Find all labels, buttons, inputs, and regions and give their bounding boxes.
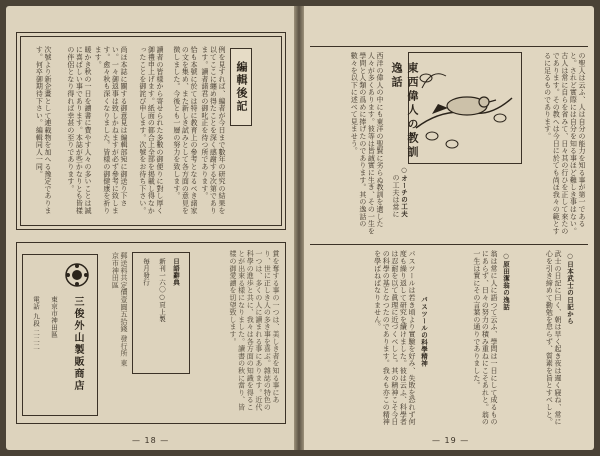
upper-text-left: 西洋の偉人の中にも東洋の聖賢に劣らぬ教訓を遺した人々が多くあります。彼等は皆誠實に生き、その一生を學問と人類の爲めに捧げたのであります。其の逸話の數々を以下に述べて見ませう。 — [350, 52, 384, 235]
editorial-text-col3: 讀者の皆樣から寄せられた多數の御便りに對し厚く御禮申上げます。紙面の都合上全部を掲載し得なかったことを御詫び申します。次號をお待ち下さい。 — [138, 46, 164, 214]
column-title: 編輯後記 — [230, 48, 252, 126]
feature-title: 東西偉人の教訓逸話 — [390, 62, 419, 160]
editorial-text-col1: 例を見すれば、編者が今日まで數年の研究の結果を以てここに纏め得たことを深く感謝する次第であります。讀者諸君の御叱正を待つ所であります。 — [200, 46, 226, 214]
book-gutter — [294, 6, 304, 450]
left-page — [6, 6, 294, 450]
heading-4: パスツールの科學精神 — [420, 296, 428, 367]
middle-rule — [310, 244, 588, 245]
bird-branch-illustration — [412, 58, 516, 158]
ad-shop-address: 東京市神田區 — [50, 296, 58, 338]
heading-1: ○オーチの工夫 — [400, 166, 408, 218]
ad-catalog-note: 毎月發行 — [142, 258, 150, 286]
heading-1-text: の工夫は常に — [392, 174, 400, 218]
editorial-text-col2: 恰も本號に於ては特に教育上の參考となるべき諸家の文を集め、また新しき試みとして各方面の意見を徴しました。今後とも一層の努力を致します。 — [172, 46, 198, 214]
heading-3: ○原田潔翁の逸話 — [502, 252, 510, 311]
right-page — [304, 6, 594, 450]
ad-shop-name: 三俊外山製販商店 — [72, 296, 83, 392]
lower-text-col3: パスツールは若き頃より實驗を好み、失敗を恐れず何度も繰り返して研究を續けました。彼は云ふ、科學者は忍耐を以て眞理に近づくべしと。其の精神こそ今日の科學の基となつたのであります。我々も亦この精神を學ばねばなりません。 — [373, 250, 416, 426]
lower-text-col1: 武士の日記に曰く、朝は早く起き夜は遲く寢ね、常に心を引き締めて勤勉を怠らず、質素を旨とすべしと。 — [545, 250, 562, 426]
right-page-number: — 19 — — [432, 436, 470, 445]
editorial-text-col6: 次號より新企畫として連載物を加へる豫定であります。何卒御期待下さい。編輯同人一同。 — [35, 46, 52, 214]
editorial-text-col5: 暖かき秋の一日を讀書に費やす人々の多いことは誠に喜ばしい事であります。本誌が些かなりとも皆樣の伴侶となり得れば幸甚の至りであります。 — [66, 46, 92, 214]
ad-catalog-subtitle: 新刊一六〇○頁上製 — [158, 258, 166, 323]
left-page-number: — 18 — — [132, 436, 170, 445]
ad-catalog-title: 日語辭典 — [172, 258, 180, 286]
top-rule — [310, 46, 588, 47]
ad-detail-text: 郵送料共定價壹圓五拾錢 發行所 東京市神田區 — [111, 252, 128, 367]
lower-text-col2: 翁は常に人に語つて云ふ、學問は一日にして成るものにあらず、日々の努力の積み重ねにこそあれと。翁の一生は實にその言葉の通りでありました。 — [472, 250, 498, 426]
lower-text-block: 賞を奪する事の一つは、美しき者を知る事にあり、世に正しき人の多き事を喜ぶ。雜誌の特色の一つは、多くの人に讀まれる事にあります。近代科學の進歩と共に、我々は各方面の知識を得ることが出來る樣になりました。讀書の秋に當り、皆樣の御愛讀を切望致します。 — [229, 250, 280, 411]
editorial-text-col4: 尚ほ本誌に關する御意見は編輯部宛に御送り下さい。一々御返事は致しかねますが必ず參考に致します。愈々秋も深くなりました。皆樣の御健康を祈ります。 — [94, 46, 128, 214]
ad-shop-phone: 電話 九段 二二二 — [32, 296, 40, 351]
upper-text-right: の聖人は云ふ、人は自分の能力を知る事が第一であると。されど實際には自分を知る事ほど難しき事はない。古人は常に自らを省みて、日々其の行ひを正して來たのであります。その教へは今日に於ても尚ほ我々の範とするに足るものであります。 — [543, 52, 586, 235]
heading-2: ○日本武士の日記から — [566, 252, 574, 325]
shop-emblem-icon — [64, 262, 90, 288]
